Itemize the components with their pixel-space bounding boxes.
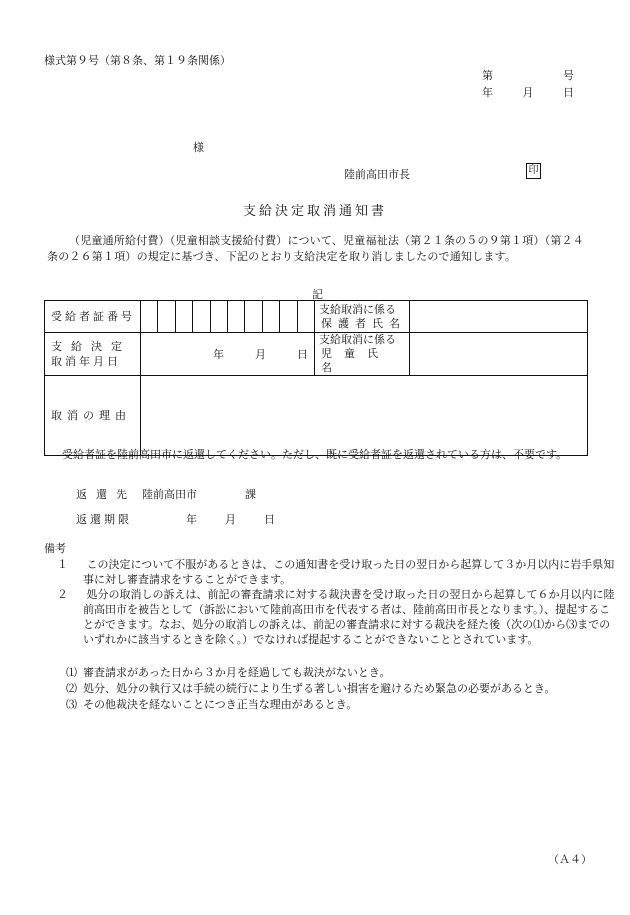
cancellation-table: [44, 300, 588, 456]
remark-item-2: ２ 処分の取消しの訴えは、前記の審査請求に対する裁決書を受け取った日の翌日から起算して６か月以内に陸前高田市を被告として（訴訟において陸前高田市を代表する者は、陸前高田市長となります。）、提起することができます。なお、処分の取消しの訴えは、前記の審査請求に対する裁決を経た後（次の⑴から⑶までのいずれかに該当するときを除く。）でなければ提起することができないこととされています。: [57, 588, 615, 646]
remark-sub-3: ⑶ その他裁決を経ないことにつき正当な理由があるとき。: [66, 698, 358, 711]
child-name-field[interactable]: [410, 333, 588, 376]
intro-paragraph: （児童通所給付費）（児童相談支援給付費）について、児童福祉法（第２１条の５の９第１項）（第２４条の２６第１項）の規定に基づき、下記のとおり支給決定を取り消しましたので通知します。: [47, 234, 584, 263]
child-name-label: 支給取消に係る 児童氏名: [315, 333, 410, 376]
recipient-number-boxes[interactable]: [141, 301, 315, 333]
cancel-date-field[interactable]: 年 月 日: [141, 333, 315, 376]
issue-month: 月: [522, 86, 534, 99]
remark-sub-2: ⑵ 処分、処分の執行又は手続の続行により生ずる著しい損害を避けるため緊急の必要があるとき。: [66, 682, 556, 695]
issue-year: 年: [482, 86, 493, 99]
document-title: 支給決定取消通知書: [242, 204, 387, 219]
addressee-suffix: 様: [193, 141, 204, 154]
remarks-heading: 備考: [44, 542, 66, 555]
number-suffix: 号: [563, 69, 574, 82]
guardian-name-label: 支給取消に係る 保護者氏名: [315, 301, 410, 333]
document-number-line: [482, 67, 574, 83]
return-deadline: 返還期限 年 月 日: [76, 513, 275, 526]
reason-label: 取消の理由: [45, 376, 141, 456]
number-prefix: 第: [482, 69, 493, 82]
recipient-number-label: 受給者証番号: [45, 301, 141, 333]
remark-sub-1: ⑴ 審査請求があった日から３か月を経過しても裁決がないとき。: [66, 666, 391, 679]
table-row: [45, 376, 588, 456]
table-row: [45, 333, 588, 376]
return-destination: 返還先 陸前高田市 課: [76, 488, 256, 501]
issuer-name: 陸前高田市長: [344, 168, 410, 181]
guardian-name-field[interactable]: [410, 301, 588, 333]
return-note: 受給者証を陸前高田市に返還してください。ただし、既に受給者証を返還されている方は、不要です。: [62, 448, 568, 461]
cancel-date-label: 支給決定 取消年月日: [45, 333, 141, 376]
ki-marker: 記: [312, 288, 323, 301]
seal-mark: 印: [526, 163, 541, 179]
paper-size-note: （Ａ４）: [548, 853, 592, 866]
issue-day: 日: [563, 86, 574, 99]
table-row: [45, 301, 588, 333]
form-number: 様式第９号（第８条、第１９条関係）: [44, 54, 231, 67]
issue-date-line: [482, 84, 574, 100]
remark-item-1: １ この決定について不服があるときは、この通知書を受け取った日の翌日から起算して３か月以内に岩手県知事に対し審査請求をすることができます。: [57, 558, 615, 586]
reason-field[interactable]: [141, 376, 588, 456]
